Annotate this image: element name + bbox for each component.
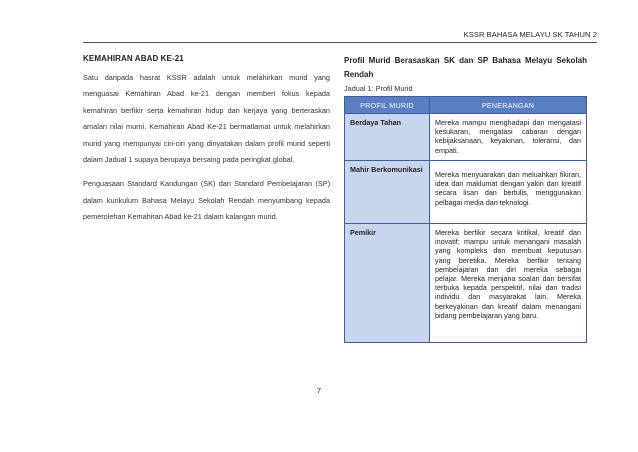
profil-cell: Berdaya Tahan: [345, 114, 430, 161]
right-column: [344, 54, 587, 343]
table-row: [345, 161, 587, 224]
profil-cell: Pemikir: [345, 224, 430, 343]
header-rule: [83, 42, 597, 43]
paragraph-2: Penguasaan Standard Kandungan (SK) dan Standard Pembelajaran (SP) dalam kurikulum Bahasa Melayu Sekolah Rendah menyumbang kepada pemerolehan Kemahiran Abad ke-21 dalam kalangan murid.: [83, 179, 330, 222]
page-header: [83, 30, 597, 43]
section-heading: KEMAHIRAN ABAD KE-21: [83, 54, 184, 63]
table-header-row: [345, 97, 587, 114]
table-caption: Profil Murid Berasaskan SK dan SP Bahasa Melayu Sekolah Rendah: [344, 56, 587, 79]
table-row: [345, 224, 587, 343]
penerangan-cell: Mereka mampu menghadapi dan mengatasi kesukaran, mengatasi cabaran dengan kebijaksanaan, keyakinan, toleransi, dan empati.: [430, 114, 587, 161]
table-label: Jadual 1: Profil Murid: [344, 84, 413, 93]
table-row: [345, 114, 587, 161]
penerangan-cell: Mereka menyuarakan dan meluahkan fikiran, idea dan maklumat dengan yakin dan kreatif secara lisan dan bertulis, menggunakan pelbagai media dan teknologi.: [430, 161, 587, 224]
header-title: KSSR BAHASA MELAYU SK TAHUN 2: [463, 30, 597, 39]
profil-murid-table: [344, 96, 587, 343]
column-header-penerangan: PENERANGAN: [430, 97, 587, 114]
page-number: 7: [316, 386, 322, 395]
column-header-profil: PROFIL MURID: [345, 97, 430, 114]
penerangan-cell: Mereka berfikir secara kritikal, kreatif dan inovatif; mampu untuk menangani masalah yang kompleks dan membuat keputusan yang beretika. Mereka berfikir tentang pembelajaran dan diri mereka sebagai pelajar. Mereka menjana soalan dan bersifat terbuka kepada perspektif, nilai dan tradisi individu dan masyarakat lain. Mereka berkeyakinan dan kreatif dalam menangani bidang pembelajaran yang baru.: [430, 224, 587, 343]
profil-cell: Mahir Berkomunikasi: [345, 161, 430, 224]
paragraph-1: Satu daripada hasrat KSSR adalah untuk melahirkan murid yang menguasai Kemahiran Abad ke-21 dengan memberi fokus kepada kemahiran berfikir serta kemahiran hidup dan kerjaya yang berteraskan amalan nilai murni. Kemahiran Abad Ke-21 bermatlamat untuk melahirkan murid yang mempunyai ciri-ciri yang dinyatakan dalam profil murid seperti dalam Jadual 1 supaya berupaya bersaing pada peringkat global.: [83, 73, 330, 165]
left-column: [83, 54, 330, 234]
